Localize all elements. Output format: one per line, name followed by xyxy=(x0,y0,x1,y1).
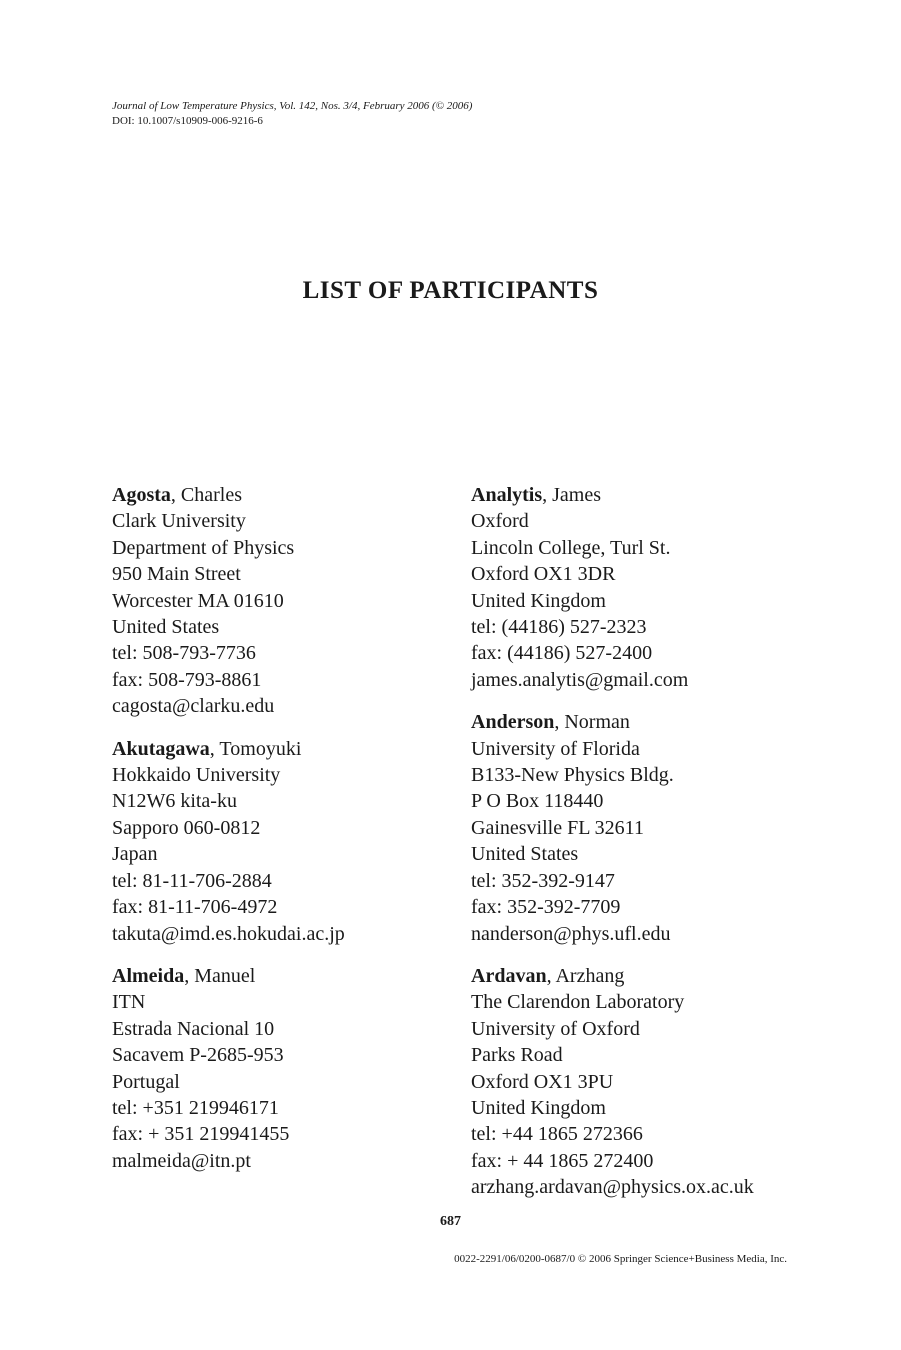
participant-address-line: N12W6 kita-ku xyxy=(112,790,237,813)
doi-line: DOI: 10.1007/s10909-006-9216-6 xyxy=(112,115,263,127)
participant-address-line: Oxford xyxy=(471,510,529,533)
participant-name xyxy=(112,963,532,989)
participant-address-line: P O Box 118440 xyxy=(471,790,604,813)
participant-address-line: Japan xyxy=(112,843,158,866)
participant-fax: fax: 352-392-7709 xyxy=(471,896,621,919)
participant-email: takuta@imd.es.hokudai.ac.jp xyxy=(112,922,345,945)
participant-given-name: , Arzhang xyxy=(546,964,625,987)
participant-entry xyxy=(112,963,532,1174)
participant-address-line: Sapporo 060-0812 xyxy=(112,816,261,839)
participant-address-line: Clark University xyxy=(112,510,246,533)
participant-surname: Ardavan xyxy=(471,964,547,987)
participant-address-line: United States xyxy=(112,616,220,639)
participant-tel: tel: +351 219946171 xyxy=(112,1096,279,1119)
participant-address-line: Hokkaido University xyxy=(112,764,281,787)
participant-address-line: ITN xyxy=(112,991,146,1014)
participant-entry xyxy=(471,482,891,693)
page-title: LIST OF PARTICIPANTS xyxy=(302,277,599,304)
participant-email: james.analytis@gmail.com xyxy=(471,668,689,691)
participant-address-line: Gainesville FL 32611 xyxy=(471,816,644,839)
participant-address-line: United States xyxy=(471,843,579,866)
participant-entry xyxy=(112,736,532,947)
participant-name xyxy=(112,736,532,762)
participant-surname: Analytis xyxy=(471,484,543,506)
participant-given-name: , James xyxy=(542,484,602,506)
participant-fax: fax: + 44 1865 272400 xyxy=(471,1149,654,1172)
participant-name xyxy=(112,482,532,508)
participant-address-line: B133-New Physics Bldg. xyxy=(471,764,674,787)
participants-column-left xyxy=(112,482,532,1190)
participant-address-line: United Kingdom xyxy=(471,589,606,612)
participant-surname: Almeida xyxy=(112,964,185,987)
participant-address-line: United Kingdom xyxy=(471,1096,606,1119)
participant-surname: Akutagawa xyxy=(112,737,210,760)
participant-name xyxy=(471,963,891,989)
participant-given-name: , Norman xyxy=(554,711,630,734)
participant-tel: tel: 508-793-7736 xyxy=(112,642,256,665)
participant-address-line: University of Oxford xyxy=(471,1017,640,1040)
participants-column-right xyxy=(471,482,891,1217)
participant-address-line: Oxford OX1 3DR xyxy=(471,563,616,586)
participant-surname: Agosta xyxy=(112,484,171,506)
participant-given-name: , Charles xyxy=(170,484,242,506)
participant-entry xyxy=(471,963,891,1201)
participant-address-line: Estrada Nacional 10 xyxy=(112,1017,275,1040)
journal-citation: Journal of Low Temperature Physics, Vol. 142, Nos. 3/4, February 2006 (© 2006) xyxy=(112,100,473,112)
participant-fax: fax: 508-793-8861 xyxy=(112,668,262,691)
participant-tel: tel: (44186) 527-2323 xyxy=(471,616,647,639)
participant-email: arzhang.ardavan@physics.ox.ac.uk xyxy=(471,1176,754,1199)
participant-given-name: , Tomoyuki xyxy=(209,737,302,760)
participant-address-line: Worcester MA 01610 xyxy=(112,589,284,612)
participant-address-line: Parks Road xyxy=(471,1044,563,1067)
participant-entry xyxy=(471,709,891,947)
copyright-line: 0022-2291/06/0200-0687/0 © 2006 Springer Science+Business Media, Inc. xyxy=(454,1253,787,1265)
participant-address-line: 950 Main Street xyxy=(112,563,241,586)
participant-email: cagosta@clarku.edu xyxy=(112,695,275,718)
participant-address-line: The Clarendon Laboratory xyxy=(471,991,685,1014)
participant-name xyxy=(471,709,891,735)
participant-address-line: Oxford OX1 3PU xyxy=(471,1070,614,1093)
participant-entry xyxy=(112,482,532,720)
participant-address-line: University of Florida xyxy=(471,737,640,760)
participant-email: malmeida@itn.pt xyxy=(112,1149,251,1172)
participant-tel: tel: 352-392-9147 xyxy=(471,869,615,892)
participant-address-line: Portugal xyxy=(112,1070,180,1093)
participant-given-name: , Manuel xyxy=(184,964,256,987)
page-number: 687 xyxy=(440,1214,461,1229)
participant-email: nanderson@phys.ufl.edu xyxy=(471,922,671,945)
participant-surname: Anderson xyxy=(471,711,555,734)
participant-tel: tel: 81-11-706-2884 xyxy=(112,869,272,892)
participant-address-line: Sacavem P-2685-953 xyxy=(112,1044,284,1067)
participant-fax: fax: + 351 219941455 xyxy=(112,1123,290,1146)
participant-fax: fax: 81-11-706-4972 xyxy=(112,896,278,919)
participant-name xyxy=(471,482,891,508)
participant-tel: tel: +44 1865 272366 xyxy=(471,1123,643,1146)
participant-address-line: Lincoln College, Turl St. xyxy=(471,536,671,559)
participant-fax: fax: (44186) 527-2400 xyxy=(471,642,653,665)
participant-address-line: Department of Physics xyxy=(112,536,295,559)
